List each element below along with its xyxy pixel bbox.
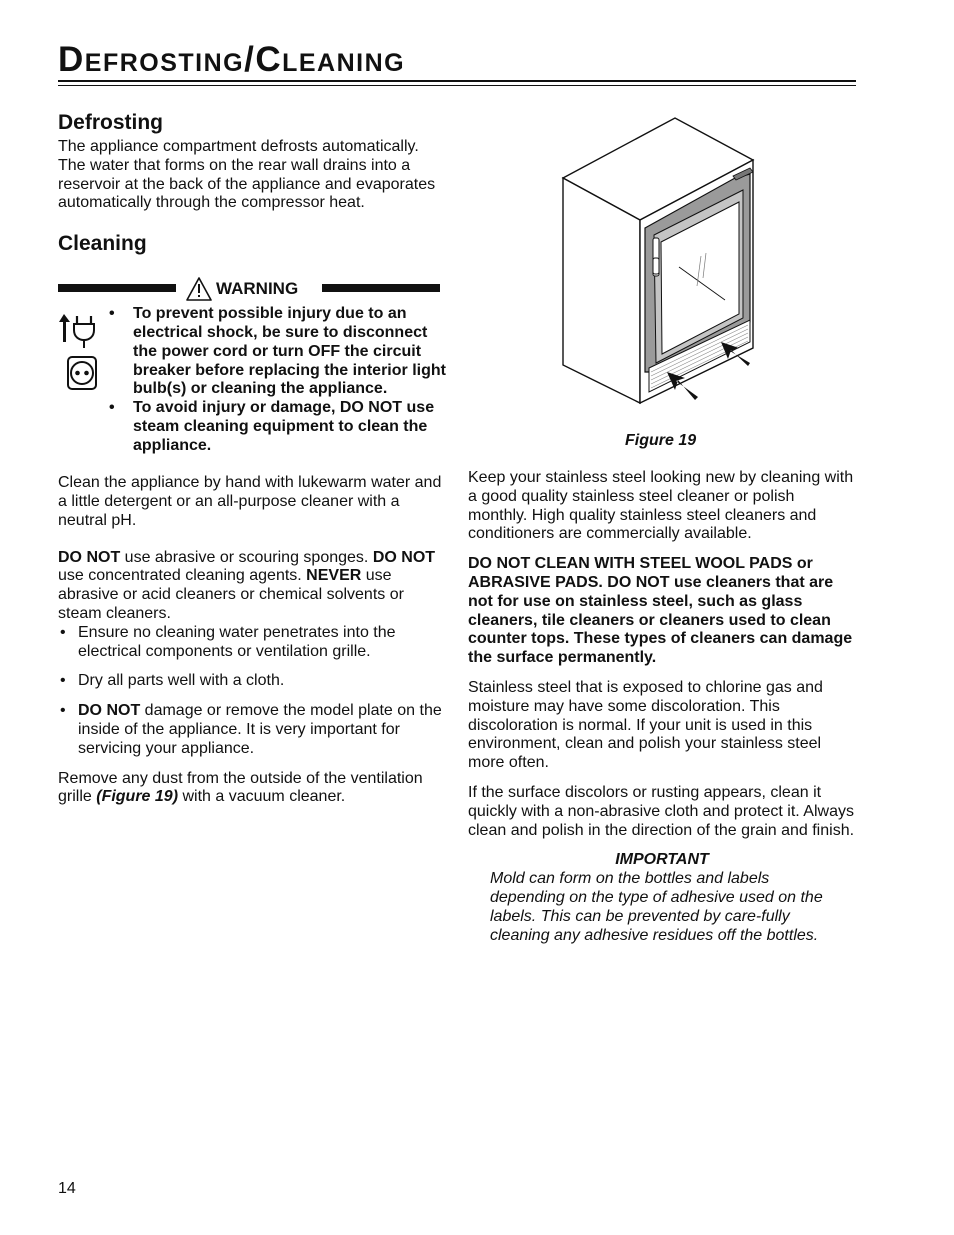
warning-item: • To avoid injury or damage, DO NOT use steam cleaning equipment to clean the appliance. — [109, 399, 454, 455]
important-text: Mold can form on the bottles and labels depending on the type of adhesive used on the labels. This can be prevented by care-fully cleaning any adhesive residues off the bottles. — [490, 870, 823, 944]
right-column — [468, 469, 858, 945]
bullet-3-text: damage or remove the model plate on the inside of the appliance. It is very important for servicing your appliance. — [78, 702, 442, 757]
donot-1: DO NOT — [58, 548, 121, 566]
warning-banner — [58, 277, 448, 299]
figure-caption: Figure 19 — [625, 432, 697, 449]
cleaning-heading: Cleaning — [58, 232, 147, 256]
page-number: 14 — [58, 1180, 76, 1197]
bullet-item — [58, 702, 448, 758]
warning-body — [58, 305, 448, 453]
figure-19-appliance-illustration — [545, 110, 790, 410]
warning-bar-right — [322, 284, 440, 292]
warning-item: • To prevent possible injury due to an electrical shock, be sure to disconnect the power cord or turn OFF the circuit breaker before replacing the interior light bulb(s) or cleaning the appliance. — [109, 305, 454, 399]
unplug-icon — [58, 310, 98, 350]
stainless-para-1: Keep your stainless steel looking new by cleaning with a good quality stainless steel cleaner or polish monthly. High quality stainless steel cleaners and conditioners are commercially available. — [468, 469, 854, 543]
warning-list — [109, 305, 454, 455]
warning-label: WARNING — [216, 279, 299, 299]
stainless-para-3: Stainless steel that is exposed to chlorine gas and moisture may have some discoloration. This discoloration is normal. If your unit is used in this environment, clean and polish your stainless steel more often. — [468, 678, 823, 772]
dust-text-2: with a vacuum cleaner. — [178, 788, 346, 806]
title-rule-thin — [58, 85, 856, 86]
stainless-para-4: If the surface discolors or rusting appears, clean it quickly with a non-abrasive cloth and protect it. Always clean and polish in the direction of the grain and finish. — [468, 783, 855, 839]
donot-1-text: use abrasive or scouring sponges. — [120, 548, 373, 566]
cleaning-intro: Clean the appliance by hand with lukewarm water and a little detergent or an all-purpose cleaner with a neutral pH. — [58, 474, 442, 529]
never-text: use abrasive or acid cleaners or chemical solvents or steam cleaners. — [58, 567, 404, 622]
cleaning-prohibitions — [58, 549, 448, 624]
cleaning-bullets — [58, 624, 448, 759]
warning-triangle-icon — [186, 277, 212, 301]
warning-label-group — [186, 277, 298, 301]
donot-2-text: use concentrated cleaning agents. — [58, 567, 307, 585]
warning-bar-left — [58, 284, 176, 292]
figure-reference: (Figure 19) — [96, 788, 179, 806]
defrosting-heading: Defrosting — [58, 111, 163, 134]
outlet-icon — [66, 355, 98, 391]
dust-instructions — [58, 770, 448, 808]
warning-icons — [58, 310, 98, 396]
bullet-item: • Ensure no cleaning water penetrates into the electrical components or ventilation grille. — [58, 624, 448, 662]
page-title: Defrosting/Cleaning — [58, 40, 406, 79]
never: NEVER — [306, 567, 362, 585]
important-title: IMPORTANT — [615, 851, 709, 869]
donot-2: DO NOT — [372, 548, 436, 566]
defrosting-text: The appliance compartment defrosts automatically. The water that forms on the rear wall drains into a reservoir at the back of the appliance and evaporates automatically through the compressor heat. — [58, 138, 436, 212]
dust-text-1: Remove any dust from the outside of the ventilation grille — [58, 769, 423, 806]
stainless-warning: DO NOT CLEAN WITH STEEL WOOL PADS or ABRASIVE PADS. DO NOT use cleaners that are not for use on stainless steel, such as glass cleaners, tile cleaners or cleaners used to clean counter tops. These types of cleaners can damage the surface permanently. — [468, 555, 853, 667]
bullet-item: • Dry all parts well with a cloth. — [58, 672, 448, 691]
bullet-3-bold: DO NOT — [78, 702, 141, 720]
left-column — [58, 110, 448, 807]
title-rule — [58, 80, 856, 82]
